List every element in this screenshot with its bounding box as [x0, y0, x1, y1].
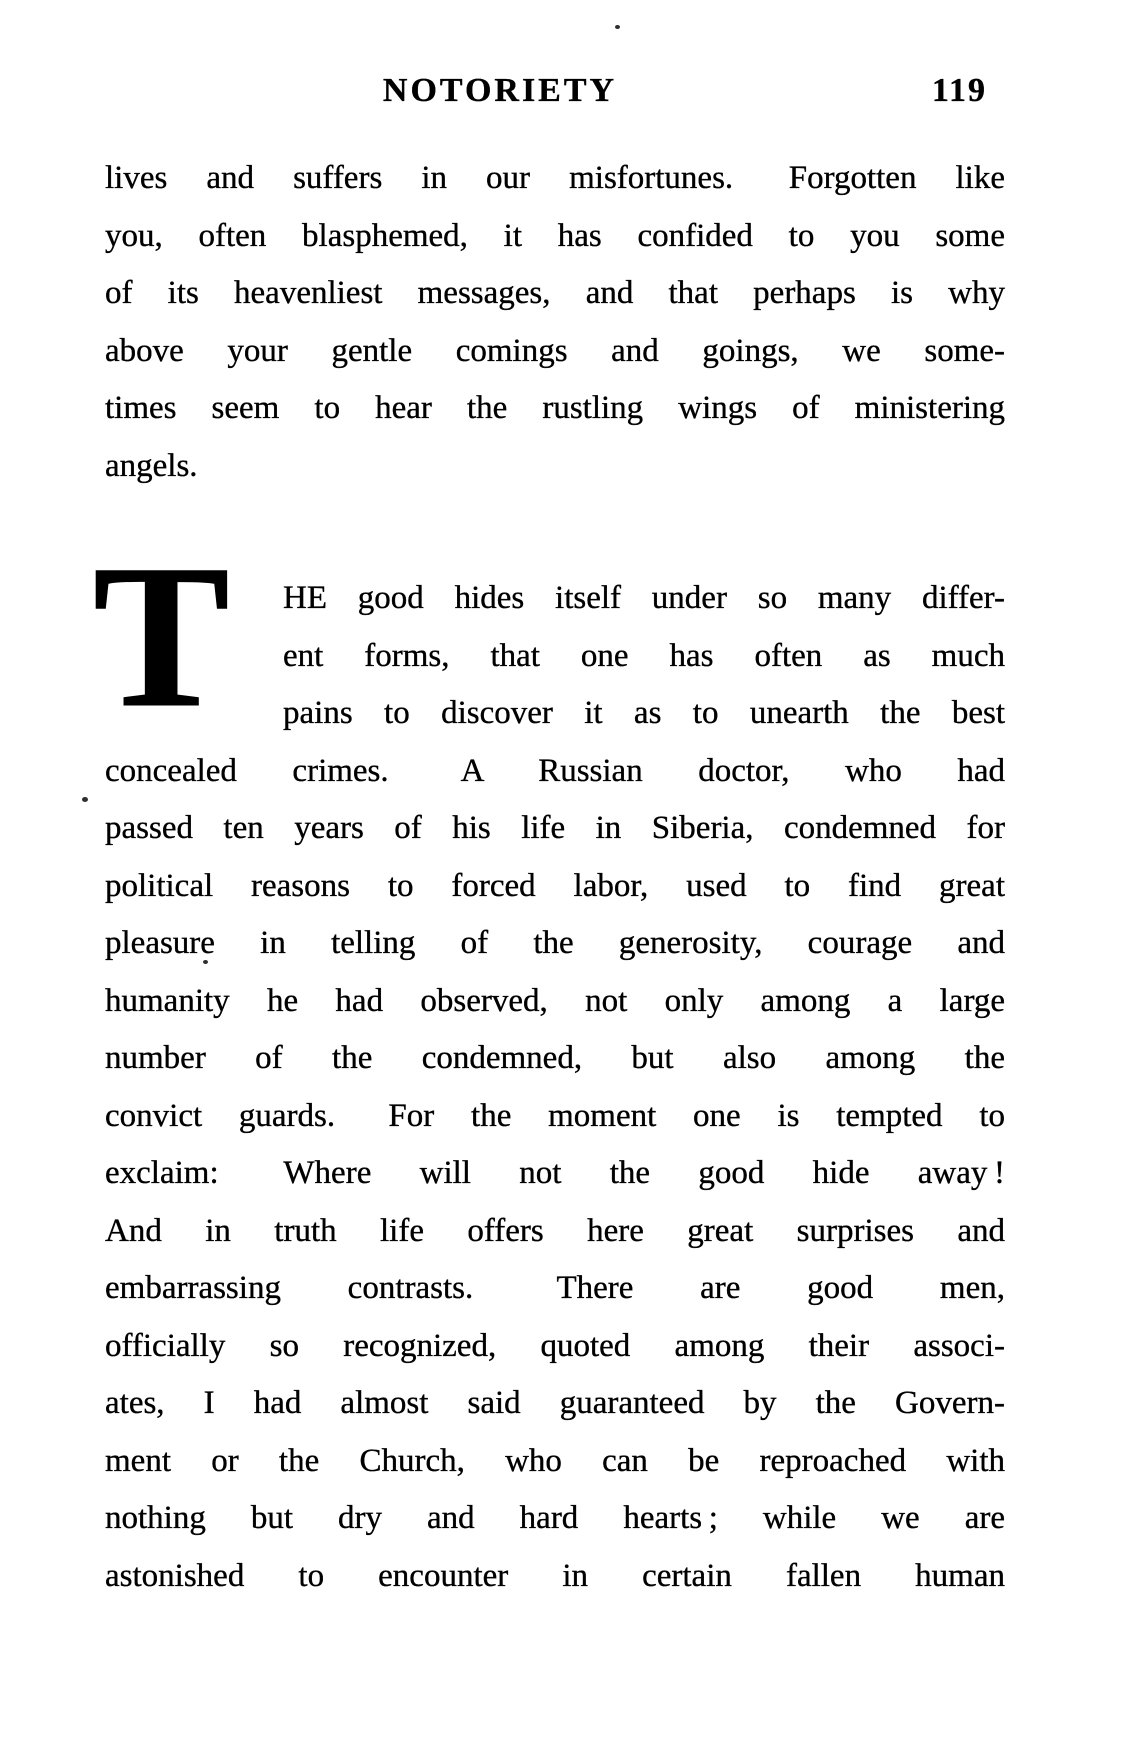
- text-line: embarrassing contrasts. There are good men,: [105, 1270, 1005, 1306]
- text-line: ment or the Church, who can be reproached with: [105, 1442, 1005, 1479]
- text-line: above your gentle comings and goings, we some-: [105, 332, 1005, 369]
- text-line: pains to discover it as to unearth the best: [283, 695, 1005, 731]
- text-line: of its heavenliest messages, and that perhaps is why: [105, 275, 1005, 311]
- text-line: convict guards. For the moment one is tempted to: [105, 1097, 1005, 1134]
- text-line: political reasons to forced labor, used to find great: [105, 867, 1005, 904]
- scan-speck: [615, 25, 620, 29]
- page-number: 119: [931, 72, 987, 109]
- text-line: HE good hides itself under so many differ-: [283, 580, 1005, 616]
- text-line: And in truth life offers here great surprises and: [105, 1212, 1005, 1249]
- text-line: astonished to encounter in certain fallen human: [105, 1557, 1005, 1594]
- text-line: lives and suffers in our misfortunes. Forgotten like: [105, 160, 1005, 196]
- scan-speck: [82, 797, 88, 802]
- text-line: angels.: [105, 447, 198, 484]
- text-line: ent forms, that one has often as much: [283, 637, 1005, 674]
- chapter-title: NOTORIETY: [382, 72, 618, 109]
- text-line: humanity he had observed, not only among a large: [105, 982, 1005, 1019]
- text-line: officially so recognized, quoted among their associ-: [105, 1327, 1005, 1364]
- text-line: ates, I had almost said guaranteed by the Govern-: [105, 1385, 1005, 1421]
- text-line: nothing but dry and hard hearts ; while we are: [105, 1500, 1005, 1536]
- paragraph-continuation: [105, 150, 1005, 495]
- running-head: [105, 72, 1005, 120]
- text-line: you, often blasphemed, it has confided to you some: [105, 217, 1005, 254]
- text-line: exclaim: Where will not the good hide away !: [105, 1155, 1005, 1191]
- text-line: number of the condemned, but also among the: [105, 1040, 1005, 1076]
- text-line: concealed crimes. A Russian doctor, who had: [105, 752, 1005, 789]
- text-line: passed ten years of his life in Siberia, condemned for: [105, 810, 1005, 846]
- paragraph-new-section: [93, 523, 1005, 1605]
- dropcap-letter: T: [93, 523, 230, 750]
- text-line: pleasure in telling of the generosity, courage and: [105, 925, 1005, 961]
- text-line: times seem to hear the rustling wings of ministering: [105, 390, 1005, 426]
